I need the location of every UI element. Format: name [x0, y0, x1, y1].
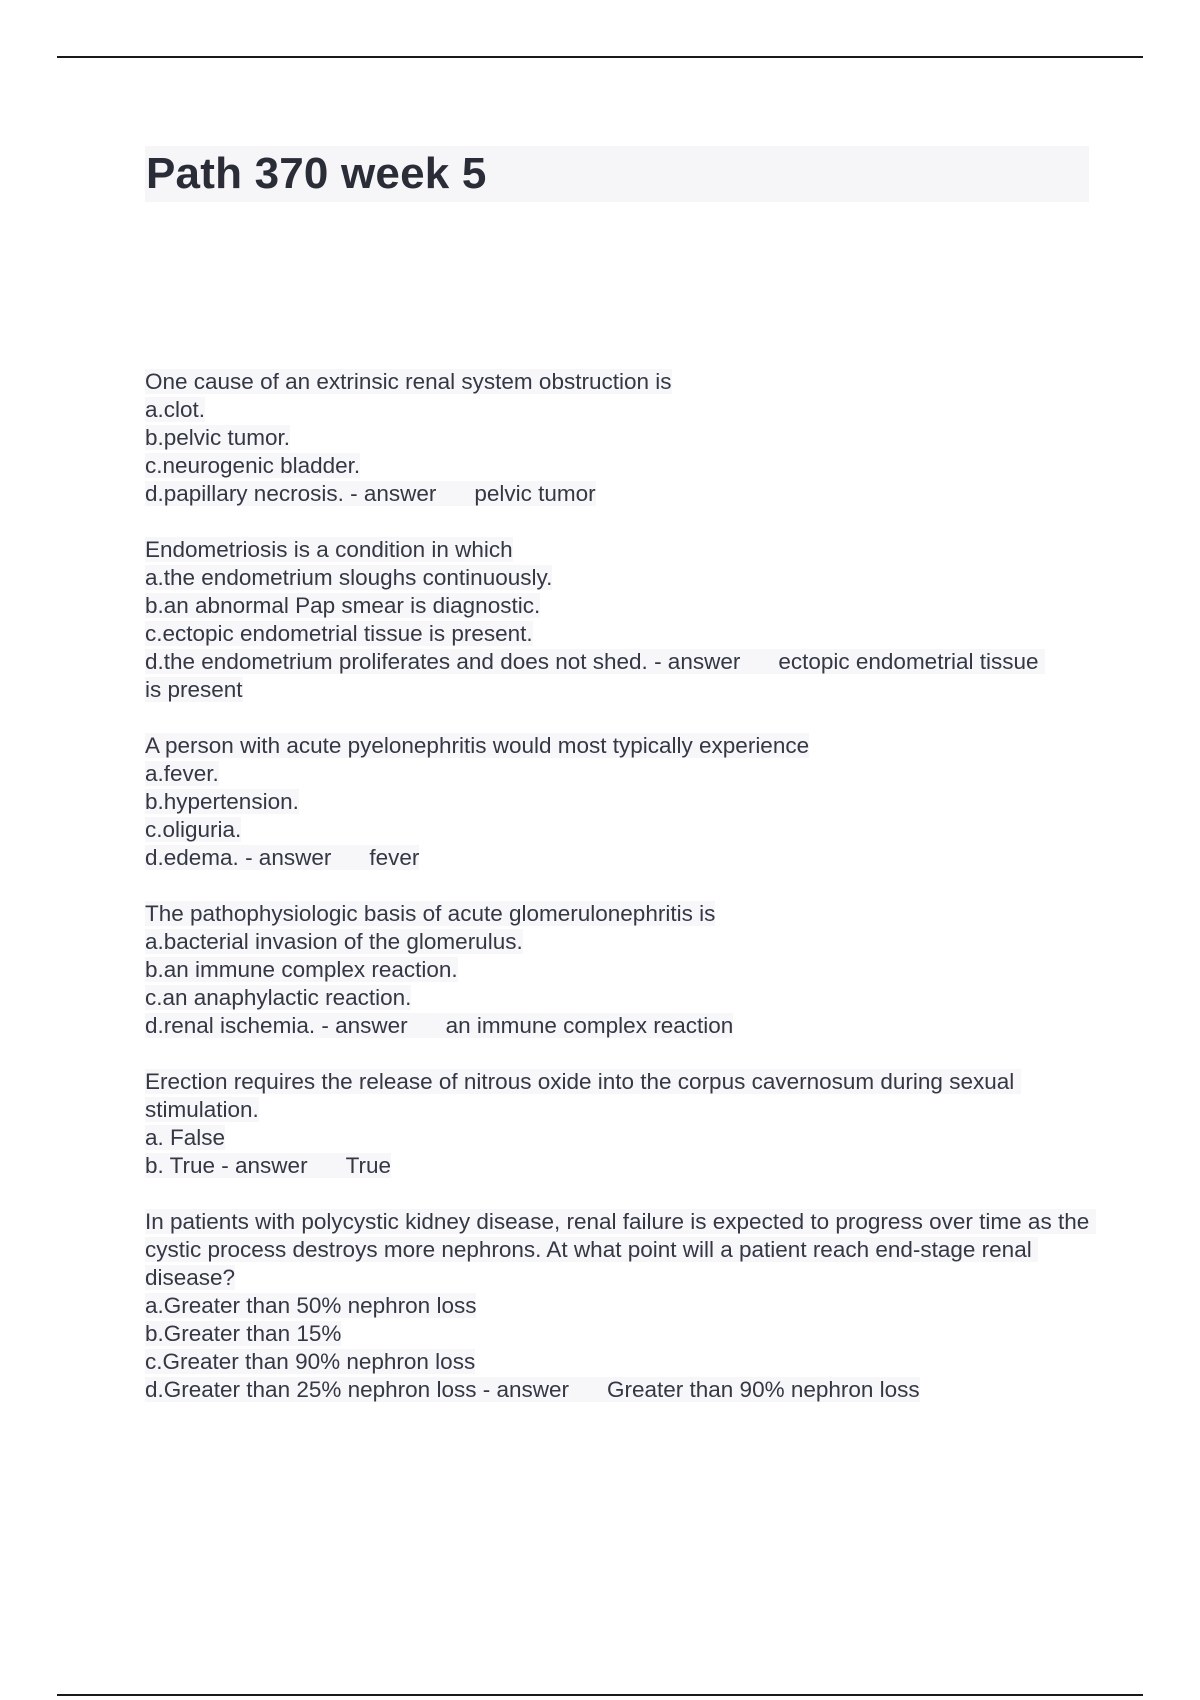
answer-option-with-answer	[145, 1152, 1095, 1180]
question-block	[145, 536, 1095, 704]
last-option: d.papillary necrosis. - answer	[145, 481, 437, 506]
correct-answer: Greater than 90% nephron loss	[606, 1377, 920, 1402]
answer-option: a. False	[145, 1125, 226, 1150]
question-stem: In patients with polycystic kidney disease, renal failure is expected to progress over time as the cystic process destroys more nephrons. At what point will a patient reach end-stage renal disease?	[145, 1209, 1096, 1290]
correct-answer: ectopic endometrial tissue is present	[145, 649, 1045, 702]
answer-option: b.hypertension.	[145, 789, 299, 814]
question-block	[145, 900, 1095, 1040]
question-block	[145, 1208, 1095, 1404]
page-title: Path 370 week 5	[146, 149, 487, 198]
answer-option: b.an abnormal Pap smear is diagnostic.	[145, 593, 541, 618]
top-rule	[57, 56, 1143, 58]
answer-option: c.neurogenic bladder.	[145, 453, 361, 478]
question-stem: Erection requires the release of nitrous oxide into the corpus cavernosum during sexual stimulation.	[145, 1069, 1021, 1122]
last-option: d.Greater than 25% nephron loss - answer	[145, 1377, 569, 1402]
answer-option: c.oliguria.	[145, 817, 242, 842]
last-option: d.the endometrium proliferates and does not shed. - answer	[145, 649, 741, 674]
answer-option: a.fever.	[145, 761, 219, 786]
answer-option: a.bacterial invasion of the glomerulus.	[145, 929, 523, 954]
answer-option-with-answer	[145, 648, 1045, 704]
answer-option-with-answer	[145, 844, 1095, 872]
answer-option: b.an immune complex reaction.	[145, 957, 458, 982]
questions-list	[145, 368, 1095, 1432]
answer-option-with-answer	[145, 1376, 1095, 1404]
answer-option: b.pelvic tumor.	[145, 425, 291, 450]
question-stem: A person with acute pyelonephritis would most typically experience	[145, 733, 810, 758]
answer-option: c.an anaphylactic reaction.	[145, 985, 412, 1010]
last-option: d.renal ischemia. - answer	[145, 1013, 408, 1038]
answer-option: a.the endometrium sloughs continuously.	[145, 565, 553, 590]
question-stem: The pathophysiologic basis of acute glomerulonephritis is	[145, 901, 716, 926]
correct-answer: an immune complex reaction	[445, 1013, 734, 1038]
bottom-rule	[57, 1694, 1143, 1696]
question-stem: One cause of an extrinsic renal system obstruction is	[145, 369, 672, 394]
question-block	[145, 732, 1095, 872]
correct-answer: pelvic tumor	[474, 481, 596, 506]
answer-option: a.clot.	[145, 397, 206, 422]
correct-answer: fever	[369, 845, 420, 870]
question-block	[145, 368, 1095, 508]
answer-option: a.Greater than 50% nephron loss	[145, 1293, 477, 1318]
answer-option: c.Greater than 90% nephron loss	[145, 1349, 476, 1374]
answer-option: c.ectopic endometrial tissue is present.	[145, 621, 533, 646]
question-block	[145, 1068, 1095, 1180]
correct-answer: True	[345, 1153, 392, 1178]
last-option: d.edema. - answer	[145, 845, 332, 870]
last-option: b. True - answer	[145, 1153, 308, 1178]
answer-option-with-answer	[145, 480, 1095, 508]
answer-option-with-answer	[145, 1012, 1095, 1040]
answer-option: b.Greater than 15%	[145, 1321, 342, 1346]
question-stem: Endometriosis is a condition in which	[145, 537, 513, 562]
